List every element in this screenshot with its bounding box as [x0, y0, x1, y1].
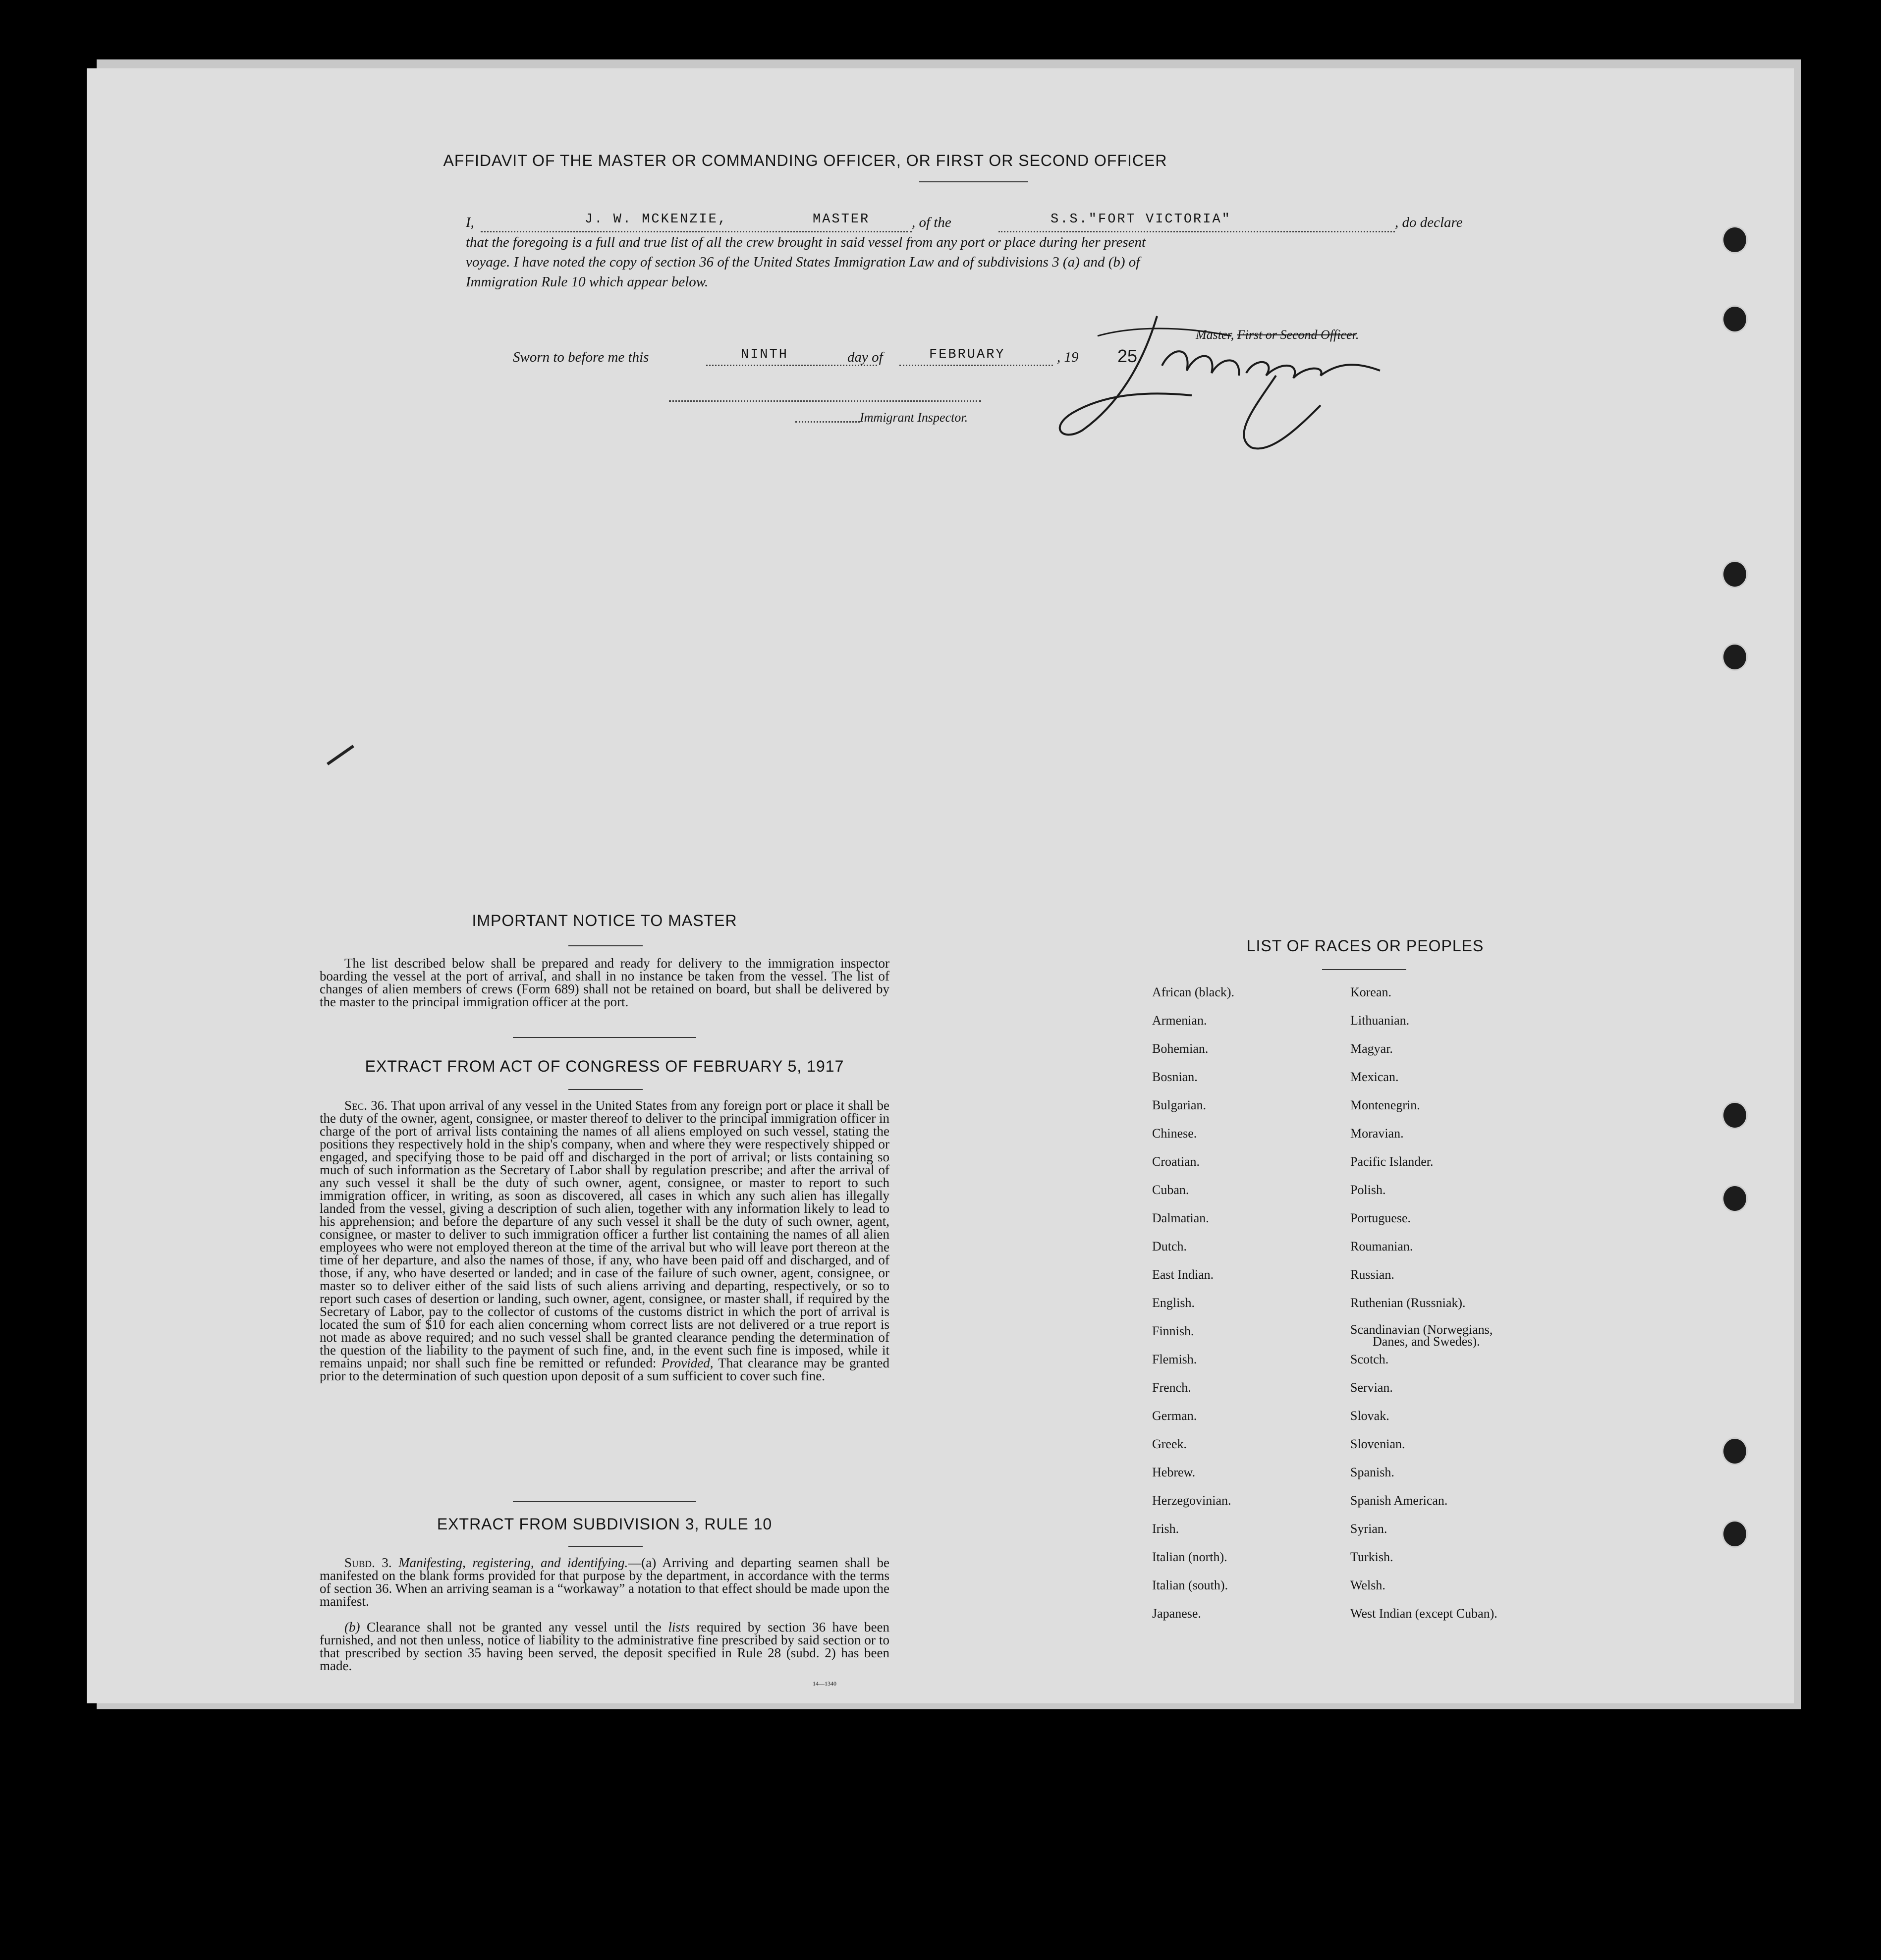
race-item: Italian (north). — [1152, 1550, 1227, 1564]
races-left-column — [1152, 985, 1234, 1634]
document-page — [87, 68, 1794, 1703]
race-item-scandinavian-cont: Danes, and Swedes). — [1373, 1334, 1480, 1349]
race-item: Japanese. — [1152, 1606, 1201, 1621]
sworn-label: Sworn to before me this — [513, 349, 649, 365]
race-item: Hebrew. — [1152, 1465, 1196, 1479]
notice-text: The list described below shall be prepared and ready for delivery to the immigration inspector boarding the vessel at the port of arrival, and shall in no instance be taken from the vessel. The list of changes of alien members of crews (Form 689) shall not be retained on board, but shall be delivered by the master to the principal immigration officer at the port. — [320, 956, 889, 1009]
binder-hole — [1722, 305, 1748, 333]
signature-caption — [1196, 327, 1359, 342]
race-item: Bosnian. — [1152, 1070, 1198, 1084]
race-item: Flemish. — [1152, 1352, 1197, 1366]
race-item: Finnish. — [1152, 1324, 1194, 1338]
rule-para-a-label: —(a) — [628, 1555, 657, 1570]
race-item — [1350, 1324, 1497, 1352]
binder-hole — [1722, 226, 1748, 254]
master-rank: MASTER — [813, 212, 870, 227]
form-code: 14—1340 — [813, 1680, 836, 1687]
race-item: Welsh. — [1350, 1578, 1385, 1592]
pen-mark — [327, 745, 354, 765]
declaration-line-3: voyage. I have noted the copy of section 36 of the United States Immigration Law and of subdivisions 3 (a) and (b) of — [466, 254, 1140, 270]
race-item: Irish. — [1152, 1522, 1179, 1536]
race-item: Greek. — [1152, 1437, 1187, 1451]
race-item: Servian. — [1350, 1380, 1393, 1395]
race-item: Armenian. — [1152, 1013, 1207, 1028]
rule-para-a — [320, 1556, 889, 1608]
rule-title: EXTRACT FROM SUBDIVISION 3, RULE 10 — [437, 1515, 773, 1533]
race-item: Syrian. — [1350, 1522, 1387, 1536]
act-divider — [513, 1501, 696, 1502]
race-item: French. — [1152, 1380, 1191, 1395]
race-item: Cuban. — [1152, 1183, 1189, 1197]
act-title-underline — [568, 1089, 643, 1090]
race-item: Dalmatian. — [1152, 1211, 1209, 1225]
race-item: Montenegrin. — [1350, 1098, 1420, 1112]
sworn-month: FEBRUARY — [929, 347, 1005, 362]
name-field-line — [481, 231, 912, 232]
rule-title-underline — [568, 1546, 643, 1547]
race-item: Herzegovinian. — [1152, 1493, 1231, 1508]
inspector-signature-line — [669, 400, 981, 402]
notice-divider — [513, 1037, 696, 1038]
race-item: Bohemian. — [1152, 1041, 1209, 1056]
race-item: English. — [1152, 1296, 1195, 1310]
binder-hole — [1722, 560, 1748, 588]
notice-title: IMPORTANT NOTICE TO MASTER — [472, 912, 737, 929]
signature-caption-struck: First or Second Officer — [1237, 327, 1356, 342]
i-label: I, — [466, 215, 474, 230]
inspector-caption-line — [795, 421, 860, 423]
race-item: Ruthenian (Russniak). — [1350, 1296, 1466, 1310]
race-item: African (black). — [1152, 985, 1235, 999]
race-item: Italian (south). — [1152, 1578, 1228, 1592]
rule-para-a-text: Arriving and departing seamen shall be manifested on the blank forms provided for that purpose by the department, in accordance with the terms of section 36. When an arriving seaman is a “workaway” a notation to that effect should be made upon the manifest. — [320, 1555, 890, 1609]
race-item: Scotch. — [1350, 1352, 1389, 1366]
race-item: Spanish. — [1350, 1465, 1394, 1479]
signature-caption-period: . — [1355, 327, 1359, 342]
binder-hole — [1722, 1185, 1748, 1212]
race-item: Bulgarian. — [1152, 1098, 1207, 1112]
binder-hole — [1722, 643, 1748, 671]
rule-para-b-label: (b) — [344, 1620, 360, 1634]
race-item: Roumanian. — [1350, 1239, 1413, 1253]
race-item: Mexican. — [1350, 1070, 1399, 1084]
races-title: LIST OF RACES OR PEOPLES — [1246, 937, 1484, 955]
rule-subd-heading: Manifesting, registering, and identifying. — [398, 1555, 628, 1570]
declaration-line-4: Immigration Rule 10 which appear below. — [466, 274, 709, 290]
month-field-line — [899, 365, 1053, 366]
act-section-label: Sec. 36. — [344, 1098, 387, 1113]
race-item: Pacific Islander. — [1350, 1154, 1434, 1169]
rule-subd-label: Subd. 3. — [344, 1555, 392, 1570]
binder-hole — [1722, 1520, 1748, 1548]
title-underline — [919, 181, 1028, 182]
race-item: Slovenian. — [1350, 1437, 1405, 1451]
signature-caption-master: Master, — [1196, 327, 1237, 342]
act-provided-text: That clearance may be granted prior to the determination of such question upon deposit of a sum sufficient to cover such fine. — [320, 1356, 889, 1383]
binder-hole — [1722, 1437, 1748, 1465]
year-prefix: , 19 — [1057, 349, 1079, 365]
race-item: Polish. — [1350, 1183, 1386, 1197]
act-section-text: That upon arrival of any vessel in the United States from any foreign port or place it shall be the duty of the owner, agent, consignee, or master thereof to deliver to the principal immigration officer in charge of the port of arrival lists containing the names of all aliens employed on such vessel, stating the positions they respectively hold in the ship's company, when and where they were respectively shipped or engaged, and specifying those to be paid off and discharged in the port of arrival; or lists containing so much of such information as the Secretary of Labor shall by regulation prescribe; and after the arrival of any such vessel it shall be the duty of such owner, agent, consignee, or master to report to such immigration officer, in writing, as soon as discovered, all cases in which any such alien has illegally landed from the vessel, giving a description of such alien, together with any information likely to lead to his apprehension; and before the departure of any such vessel it shall be the duty of such owner, agent, consignee, or master to deliver to such immigration officer a further list containing the names of all alien employees who were not employed thereon at the time of the arrival but who will leave port thereon at the time of her departure, and also the names of those, if any, who have been paid off and discharged, and of those, if any, who have deserted or landed; and in case of the failure of such owner, agent, consignee, or master so to deliver either of the said lists of such aliens arriving and departing, respectively, or so to report such cases of desertion or landing, such owner, agent, consignee, or master shall, if required by the Secretary of Labor, pay to the collector of customs of the customs district in which the port of arrival is located the sum of $10 for each alien concerning whom correct lists are not delivered or a true report is not made as above required; and no such vessel shall be granted clearance pending the determination of the question of the liability to the payment of such fine, and, in the event such fine is imposed, while it remains unpaid; nor shall such fine be remitted or refunded: — [320, 1098, 889, 1370]
rule-para-b — [320, 1621, 889, 1672]
binder-hole — [1722, 1101, 1748, 1129]
race-item: Croatian. — [1152, 1154, 1200, 1169]
affidavit-title: AFFIDAVIT OF THE MASTER OR COMMANDING OFFICER, OR FIRST OR SECOND OFFICER — [443, 152, 1167, 169]
rule-para-b-lists: lists — [668, 1620, 690, 1634]
race-item: West Indian (except Cuban). — [1350, 1606, 1497, 1621]
vessel-name: S.S."FORT VICTORIA" — [1051, 212, 1231, 227]
act-provided-label: Provided, — [661, 1356, 714, 1370]
do-declare-label: , do declare — [1395, 215, 1463, 230]
race-item: Spanish American. — [1350, 1493, 1448, 1508]
notice-title-underline — [568, 945, 643, 946]
race-item: Moravian. — [1350, 1126, 1404, 1141]
act-title: EXTRACT FROM ACT OF CONGRESS OF FEBRUARY 5, 1917 — [365, 1057, 844, 1075]
race-item: Dutch. — [1152, 1239, 1187, 1253]
races-right-column — [1350, 985, 1497, 1634]
of-the-label: , of the — [912, 215, 951, 230]
race-item: German. — [1152, 1409, 1197, 1423]
race-item: Chinese. — [1152, 1126, 1197, 1141]
vessel-field-line — [998, 231, 1395, 232]
rule-para-b-text-2: required by section 36 have been furnished, and not then unless, notice of liability to the administrative fine prescribed by said section or to that prescribed by section 35 having been served, the deposit specified in Rule 28 (subd. 2) has been made. — [320, 1620, 890, 1673]
race-item: Turkish. — [1350, 1550, 1393, 1564]
race-item: Lithuanian. — [1350, 1013, 1410, 1028]
rule-para-b-text-1: Clearance shall not be granted any vessel until the — [366, 1620, 662, 1634]
races-title-underline — [1322, 969, 1406, 970]
sworn-year: 25 — [1117, 346, 1138, 366]
race-item: Portuguese. — [1350, 1211, 1411, 1225]
race-item: Korean. — [1350, 985, 1392, 999]
race-item: Slovak. — [1350, 1409, 1389, 1423]
declaration-line-2: that the foregoing is a full and true list of all the crew brought in said vessel from any port or place during her present — [466, 234, 1146, 250]
race-item: Magyar. — [1350, 1041, 1393, 1056]
race-item: East Indian. — [1152, 1267, 1214, 1282]
day-of-label: day of — [847, 349, 883, 365]
race-item: Russian. — [1350, 1267, 1394, 1282]
sworn-day: NINTH — [741, 347, 789, 362]
race-item-scandinavian: Scandinavian (Norwegians, — [1350, 1322, 1493, 1337]
master-name: J. W. MCKENZIE, — [585, 212, 728, 227]
inspector-caption: Immigrant Inspector. — [860, 410, 968, 425]
act-text — [320, 1099, 889, 1382]
